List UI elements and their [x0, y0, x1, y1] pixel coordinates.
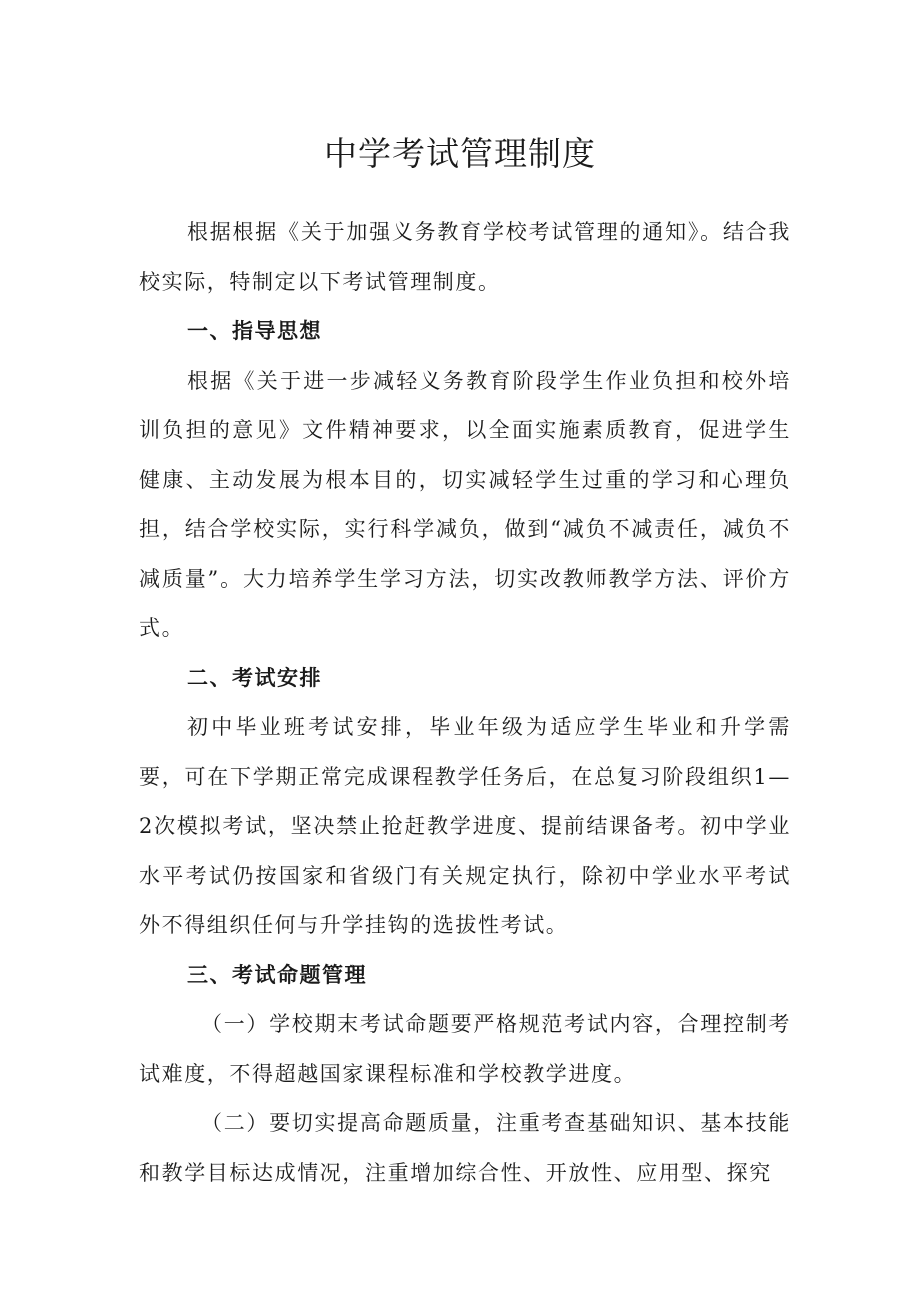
document-title: 中学考试管理制度 — [324, 134, 596, 173]
section-heading-guiding-ideology: 一、指导思想 — [187, 319, 322, 343]
intro-paragraph: 根据根据《关于加强义务教育学校考试管理的通知》。结合我校实际，特制定以下考试管理制度。 — [139, 220, 791, 294]
question-management-item-2: （二）要切实提高命题质量，注重考查基础知识、基本技能和教学目标达成情况，注重增加综合性、开放性、应用型、探究 — [139, 1111, 791, 1185]
document-body — [139, 208, 791, 1198]
exam-arrangement-paragraph: 初中毕业班考试安排，毕业年级为适应学生毕业和升学需要，可在下学期正常完成课程教学任务后，在总复习阶段组织1—2次模拟考试，坚决禁止抢赶教学进度、提前结课备考。初中学业水平考试仍按国家和省级门有关规定执行，除初中学业水平考试外不得组织任何与升学挂钩的选拔性考试。 — [139, 715, 791, 937]
guiding-ideology-paragraph: 根据《关于进一步减轻义务教育阶段学生作业负担和校外培训负担的意见》文件精神要求，以全面实施素质教育，促进学生健康、主动发展为根本目的，切实减轻学生过重的学习和心理负担，结合学校实际，实行科学减负，做到“减负不减责任，减负不减质量”。大力培养学生学习方法，切实改教师教学方法、评价方式。 — [139, 368, 791, 640]
question-management-item-1: （一）学校期末考试命题要严格规范考试内容，合理控制考试难度，不得超越国家课程标准和学校教学进度。 — [139, 1012, 791, 1086]
section-heading-exam-arrangement: 二、考试安排 — [187, 665, 322, 690]
section-heading-exam-question-management: 三、考试命题管理 — [187, 962, 367, 987]
